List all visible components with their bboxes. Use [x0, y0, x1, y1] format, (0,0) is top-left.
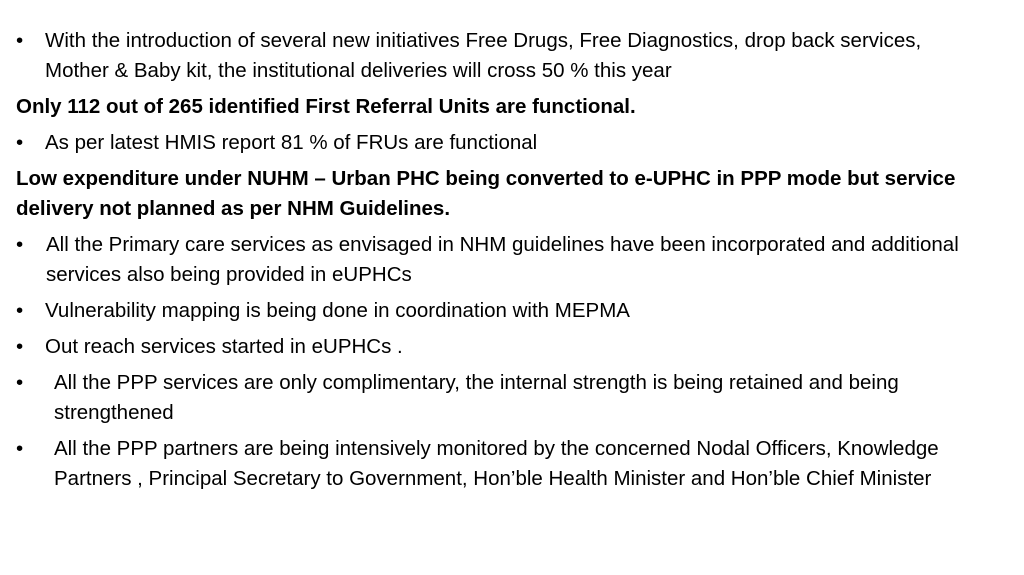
bullet-text: Out reach services started in eUPHCs .: [45, 335, 403, 358]
bullet-ppp-monitoring: [16, 434, 984, 494]
bullet-dot: •: [16, 29, 24, 52]
heading-nuhm-expenditure: Low expenditure under NUHM – Urban PHC being converted to e-UPHC in PPP mode but service delivery not planned as per NHM Guidelines.: [16, 167, 956, 220]
bullet-dot: •: [16, 437, 24, 460]
bullet-ppp-complimentary: [16, 368, 984, 428]
bullet-dot: •: [16, 299, 24, 322]
bullet-dot: •: [16, 233, 24, 256]
bullet-text: With the introduction of several new initiatives Free Drugs, Free Diagnostics, drop back services, Mother & Baby kit, the institutional deliveries will cross 50 % this year: [45, 29, 922, 82]
bullet-dot: •: [16, 131, 24, 154]
bullet-text: As per latest HMIS report 81 % of FRUs are functional: [45, 131, 538, 154]
bullet-text: Vulnerability mapping is being done in coordination with MEPMA: [45, 299, 630, 322]
bullet-outreach-services: [16, 332, 984, 362]
bullet-institutional-deliveries: [16, 26, 984, 86]
bullet-vulnerability-mapping: [16, 296, 984, 326]
bullet-text: All the PPP services are only complimentary, the internal strength is being retained and being strengthened: [54, 371, 899, 424]
bullet-text: All the PPP partners are being intensively monitored by the concerned Nodal Officers, Knowledge Partners , Principal Secretary to Government, Hon’ble Health Minister and Hon’ble Chief Minister: [54, 437, 939, 490]
bullet-hmis-report: [16, 128, 984, 158]
heading-fru-functional: Only 112 out of 265 identified First Referral Units are functional.: [16, 95, 636, 118]
bullet-primary-care-services: [16, 230, 984, 290]
bullet-dot: •: [16, 371, 24, 394]
bullet-text: All the Primary care services as envisaged in NHM guidelines have been incorporated and additional services also being provided in eUPHCs: [46, 233, 959, 286]
bullet-dot: •: [16, 335, 24, 358]
